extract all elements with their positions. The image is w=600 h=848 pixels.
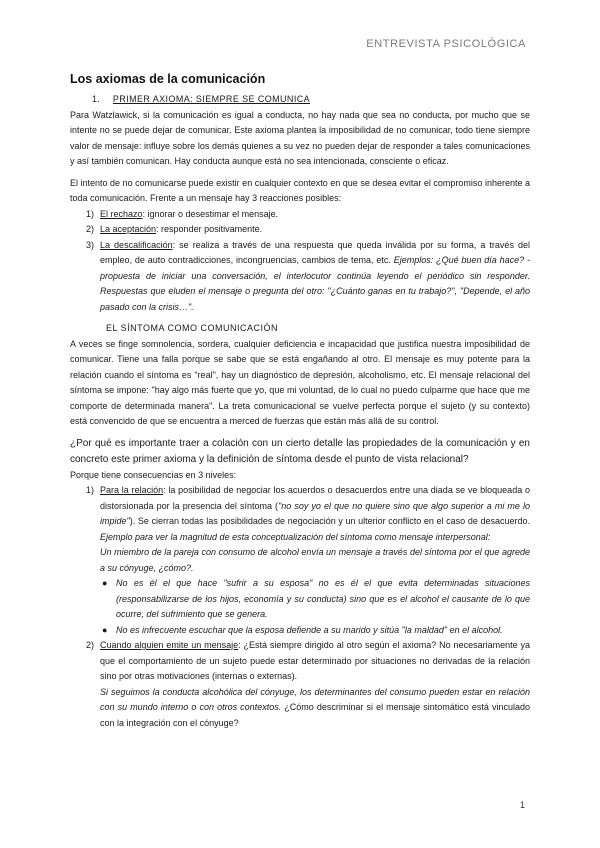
reaction-item xyxy=(70,238,530,316)
level-followup xyxy=(100,685,530,732)
level-example: Si seguimos la conducta alcohólica del cónyuge, los determinantes del consumo pueden estar en relación con su mundo interno o con otros contextos. xyxy=(100,686,530,712)
reaction-text: : ignorar o desestimar el mensaje. xyxy=(142,208,279,219)
page-title: Los axiomas de la comunicación xyxy=(70,72,266,86)
level-item xyxy=(70,638,530,731)
bullet-item xyxy=(70,576,530,623)
bullet-icon: ● xyxy=(102,578,108,588)
question-paragraph: ¿Por qué es importante traer a colación con un cierto detalle las propiedades de la comunicación y en concreto este primer axioma y la definición de síntoma desde el punto de vista relacional? xyxy=(70,437,530,465)
levels-list-continued xyxy=(70,638,530,731)
level-example-intro: Ejemplo para ver la magnitud de esta conceptualización del síntoma como mensaje interpersonal: xyxy=(100,531,491,542)
reaction-number: 3) xyxy=(86,239,95,250)
document-body xyxy=(70,92,530,731)
reaction-item xyxy=(70,222,530,238)
reaction-item xyxy=(70,207,530,223)
level-question: ¿Cómo descriminar si el mensaje sintomático está vinculado con la integración con el cónyuge? xyxy=(100,702,530,728)
level-quote: "no soy yo el que no quiere sino que algo superior a mi me lo impide" xyxy=(100,500,530,526)
bullet-list xyxy=(70,576,530,638)
reaction-term: La aceptación xyxy=(100,224,157,234)
running-header: ENTREVISTA PSICOLÓGICA xyxy=(366,38,526,50)
level-number: 1) xyxy=(86,485,95,495)
reactions-list xyxy=(70,207,530,316)
level-example: Un miembro de la pareja con consumo de alcohol envía un mensaje a través del síntoma por el que agrede a su cónyuge, ¿cómo?. xyxy=(100,547,530,573)
reaction-number: 2) xyxy=(86,224,95,234)
level-term: Para la relación xyxy=(100,485,164,495)
axiom-number: 1. xyxy=(92,94,101,104)
level-text: : la posibilidad de negociar los acuerdos o desacuerdos entre una diada se ve bloqueada o distorsionada por la presencia del síntoma ( xyxy=(100,485,530,511)
level-item xyxy=(70,483,530,576)
answer-line: Porque tiene consecuencias en 3 niveles: xyxy=(70,469,237,480)
level-term: Cuando alguien emite un mensaje xyxy=(100,640,239,650)
level-text: ). Se cierran todas las posibilidades de negociación y un ulterior conflicto en el caso de desacuerdo. xyxy=(129,516,530,526)
bullet-icon: ● xyxy=(102,624,108,635)
axiom-heading-text: PRIMER AXIOMA: SIEMPRE SE COMUNICA xyxy=(112,94,311,104)
levels-list xyxy=(70,483,530,576)
reaction-number: 1) xyxy=(86,208,95,219)
page-number: 1 xyxy=(519,800,525,810)
reaction-text: : responder positivamente. xyxy=(156,224,263,234)
reaction-text: : se realiza a través de una respuesta que queda inválida por su forma, a través del empleo, de auto contradicciones, incongruencias, cambios de tema, etc. xyxy=(100,239,530,265)
bullet-item xyxy=(70,623,530,639)
axiom-heading xyxy=(92,92,530,108)
bullet-text: No es infrecuente escuchar que la esposa defiende a su marido y sitúa "la maldad" en el alcohol. xyxy=(116,624,503,635)
bullet-text: No es él el que hace "sufrir a su esposa" no es él el que evita determinadas situaciones (responsabilizarse de los hijos, economía y su conducta) sino que es el alcohol el causante de lo que ocurre, del sufrimiento que se genera. xyxy=(116,578,530,619)
reaction-term: La descalificación xyxy=(100,239,173,250)
reaction-example: Ejemplos: ¿Qué buen día hace? - propuesta de iniciar una conversación, el interlocutor continúa leyendo el periódico sin responder. Respuestas que eluden el mensaje o pregunta del otro: "¿Cuánto ganas en tu trabajo?", "Depende, el año pasado con la crisis…". xyxy=(100,255,530,312)
symptom-paragraph: A veces se finge somnolencia, sordera, cualquier deficiencia e incapacidad que justifica nuestra imposibilidad de comunicar. Tiene una falla porque se sabe que se está engañando al otro. El mensaje es muy potente para la relación cuando el síntoma es "real", hay un diagnóstico de depresión, alcoholismo, etc. El mensaje relacional del síntoma se impone: "hay algo más fuerte que yo, que mi voluntad, de lo cual no puedo culparme que hace que me comporte de determinada manera". La treta comunicacional se vuelve perfecta porque el sujeto (y su contexto) está convencido de que se encuentra a merced de fuerzas que están más allá de su control. xyxy=(70,338,530,426)
symptom-heading: EL SÍNTOMA COMO COMUNICACIÓN xyxy=(106,323,279,333)
level-text: : ¿Está siempre dirigido al otro según el axioma? No necesariamente ya que el comportamiento de un sujeto puede estar determinado por situaciones no derivadas de la relación sino por otras motivaciones (internas o externas). xyxy=(100,640,530,681)
axiom-intro-paragraph: Para Watzlawick, si la comunicación es igual a conducta, no hay nada que sea no conducta, por mucho que se intente no se puede dejar de comunicar. Este axioma plantea la imposibilidad de no comunicar, todo tiene siempre valor de mensaje: influye sobre los demás quienes a su vez no pueden dejar de responder a tales comunicaciones y así también comunican. Hay conducta aunque está no sea intencionada, consciente o eficaz. xyxy=(70,109,530,166)
level-number: 2) xyxy=(86,640,95,650)
reaction-term: El rechazo xyxy=(100,208,143,219)
attempt-paragraph: El intento de no comunicarse puede existir en cualquier contexto en que se desea evitar el compromiso inherente a toda comunicación. Frente a un mensaje hay 3 reacciones posibles: xyxy=(70,177,530,203)
